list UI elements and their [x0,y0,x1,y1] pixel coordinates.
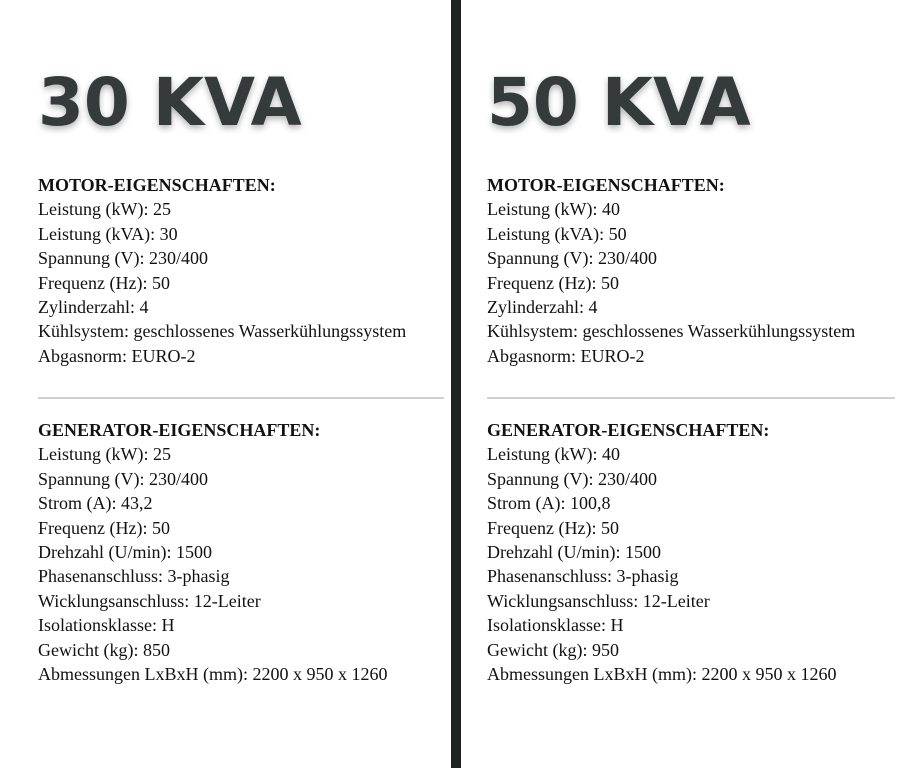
section-heading: MOTOR-EIGENSCHAFTEN: [487,175,725,195]
spec-line: Abmessungen LxBxH (mm): 2200 x 950 x 1260 [487,664,837,685]
generator-properties-section [487,418,836,686]
section-heading: MOTOR-EIGENSCHAFTEN: [38,175,276,195]
spec-line: Leistung (kVA): 30 [38,223,178,244]
spec-line: Abgasnorm: EURO-2 [38,345,196,366]
spec-line: Spannung (V): 230/400 [487,248,657,269]
column-divider [451,0,461,768]
spec-line: Drehzahl (U/min): 1500 [487,542,661,563]
spec-line: Wicklungsanschluss: 12-Leiter [38,590,261,611]
section-separator [38,397,444,399]
section-heading: GENERATOR-EIGENSCHAFTEN: [38,420,321,440]
spec-line: Zylinderzahl: 4 [38,297,149,318]
spec-line: Frequenz (Hz): 50 [38,517,170,538]
motor-properties-section [487,173,855,368]
spec-line: Abgasnorm: EURO-2 [487,345,645,366]
section-heading: GENERATOR-EIGENSCHAFTEN: [487,420,770,440]
panel-30-kva [38,0,448,768]
spec-line: Leistung (kW): 25 [38,199,171,220]
spec-line: Kühlsystem: geschlossenes Wasserkühlungssystem [38,321,407,342]
spec-line: Gewicht (kg): 950 [487,639,619,660]
spec-line: Leistung (kW): 40 [487,444,620,465]
spec-line: Gewicht (kg): 850 [38,639,170,660]
spec-line: Isolationsklasse: H [38,615,175,636]
spec-line: Strom (A): 43,2 [38,493,153,514]
spec-line: Drehzahl (U/min): 1500 [38,542,212,563]
panel-title: 50 KVA [487,64,751,141]
spec-line: Spannung (V): 230/400 [487,468,657,489]
spec-line: Zylinderzahl: 4 [487,297,598,318]
spec-line: Leistung (kVA): 50 [487,223,627,244]
spec-line: Spannung (V): 230/400 [38,248,208,269]
spec-line: Phasenanschluss: 3-phasig [38,566,230,587]
motor-properties-section [38,173,406,368]
spec-line: Abmessungen LxBxH (mm): 2200 x 950 x 1260 [38,664,388,685]
spec-line: Phasenanschluss: 3-phasig [487,566,679,587]
panel-title: 30 KVA [38,64,302,141]
generator-properties-section [38,418,387,686]
panel-50-kva [487,0,897,768]
spec-line: Frequenz (Hz): 50 [487,272,619,293]
spec-line: Frequenz (Hz): 50 [487,517,619,538]
spec-line: Wicklungsanschluss: 12-Leiter [487,590,710,611]
spec-line: Isolationsklasse: H [487,615,624,636]
spec-line: Kühlsystem: geschlossenes Wasserkühlungssystem [487,321,856,342]
spec-line: Spannung (V): 230/400 [38,468,208,489]
spec-line: Frequenz (Hz): 50 [38,272,170,293]
spec-line: Strom (A): 100,8 [487,493,611,514]
spec-line: Leistung (kW): 40 [487,199,620,220]
spec-line: Leistung (kW): 25 [38,444,171,465]
section-separator [487,397,895,399]
